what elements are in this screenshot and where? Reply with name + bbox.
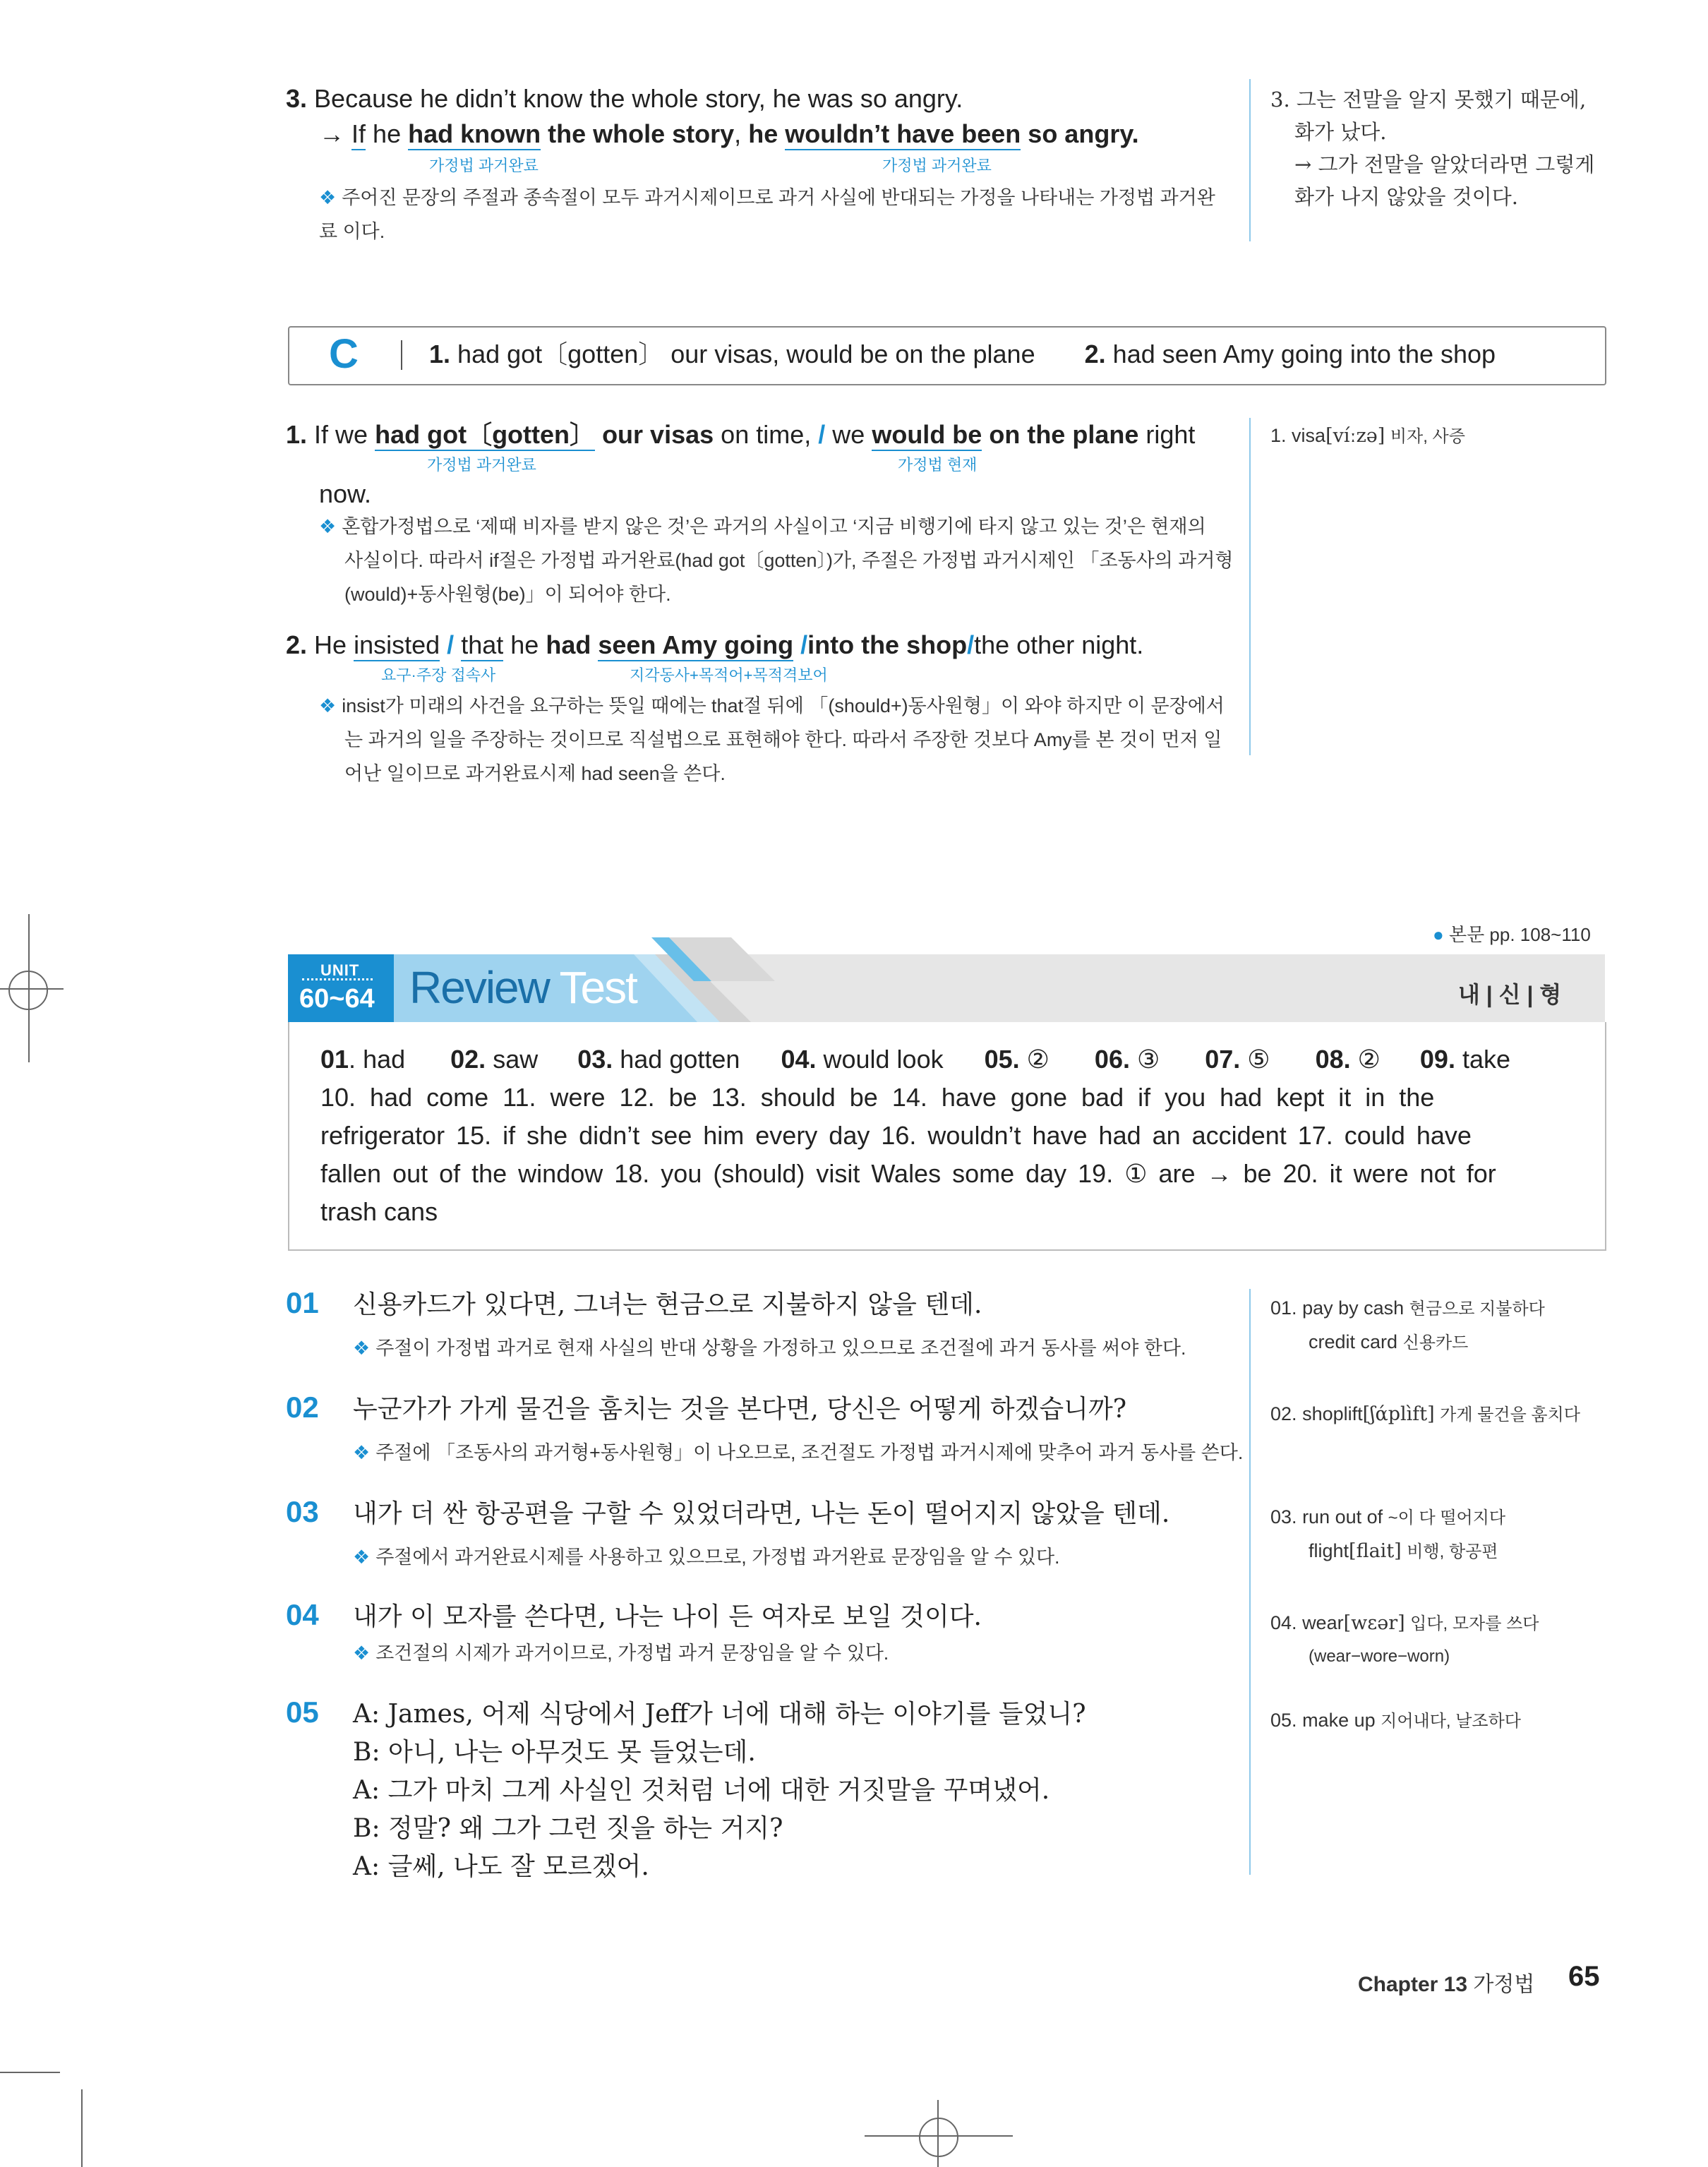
unit-dots xyxy=(302,978,373,980)
question-note: ❖ 주절이 가정법 과거로 현재 사실의 반대 상황을 가정하고 있으므로 조건절에 과거 동사를 써야 한다. xyxy=(353,1338,1186,1359)
review-title: Review Test xyxy=(409,962,637,1013)
review-answers-line-2: 10. had come 11. were 12. be 13. should be 14. have gone bad if you had kept it in the xyxy=(320,1083,1435,1112)
diamond-icon: ❖ xyxy=(353,1338,371,1359)
review-answers-line-1: 01. had 02. saw 03. had gotten 04. would look 05. ② 06. ③ 07. ⑤ 08. ② 09. take xyxy=(320,1045,1510,1074)
section-c-separator xyxy=(401,340,402,370)
page-reference: ● 본문 pp. 108~110 xyxy=(1433,924,1591,945)
c1-note: ❖ 혼합가정법으로 ‘제때 비자를 받지 않은 것’은 과거의 사실이고 ‘지금 비행기에 타지 않고 있는 것’은 현재의 사실이다. 따라서 if절은 가정법 과거완료(had got〔gotten〕)가, 주절은 가정법 과거시제인 「조동사의 과거형 (would)+동사원형(be)」이 되어야 한다. xyxy=(319,516,1234,605)
review-answers-line-4: fallen out of the window 18. you (should) visit Wales some day 19. ① are → be 20. it were not for xyxy=(320,1159,1496,1188)
c2-sentence: 2. He insisted / that he had seen Amy going /into the shop/the other night. xyxy=(286,627,1143,664)
question-text: 내가 이 모자를 쓴다면, 나는 나이 든 여자로 보일 것이다. xyxy=(353,1602,982,1631)
question-number: 02 xyxy=(286,1391,319,1424)
question-text: 누군가가 가게 물건을 훔치는 것을 본다면, 당신은 어떻게 하겠습니까? xyxy=(353,1395,1127,1424)
c2-gloss-2: 지각동사+목적어+목적격보어 xyxy=(630,666,828,684)
diamond-icon: ❖ xyxy=(353,1547,371,1568)
diamond-icon: ❖ xyxy=(353,1643,371,1664)
c1-gloss-2: 가정법 현재 xyxy=(898,456,978,474)
diamond-icon: ❖ xyxy=(353,1442,371,1463)
divider xyxy=(1249,1289,1251,1875)
question-text: 내가 더 싼 항공편을 구할 수 있었더라면, 나는 돈이 떨어지지 않았을 텐데. xyxy=(353,1499,1170,1528)
q3-gloss-1: 가정법 과거완료 xyxy=(429,157,539,174)
crop-mark xyxy=(81,2089,83,2167)
unit-label: UNIT xyxy=(320,961,360,979)
registration-circle xyxy=(8,971,48,1010)
dialogue: A: James, 어제 식당에서 Jeff가 너에 대해 하는 이야기를 들었니? B: 아니, 나는 아무것도 못 들었는데. A: 그가 마치 그게 사실인 것처럼 너에 대한 거짓말을 꾸며냈어. B: 정말? 왜 그가 그런 짓을 하는 거지? A: 글쎄, 나도 잘 모르겠어. xyxy=(353,1700,1086,1881)
question-number: 04 xyxy=(286,1598,319,1631)
c2-gloss-1: 요구·주장 접속사 xyxy=(381,666,496,684)
q3-sentence: 3. Because he didn’t know the whole story, he was so angry. xyxy=(286,84,963,113)
question-number: 01 xyxy=(286,1286,319,1319)
c1-sentence-cont: now. xyxy=(319,479,372,508)
q3-note: ❖ 주어진 문장의 주절과 종속절이 모두 과거시제이므로 과거 사실에 반대되는 가정을 나타내는 가정법 과거완료 이다. xyxy=(319,187,1215,242)
divider xyxy=(1249,418,1251,755)
bullet-icon: ● xyxy=(1433,924,1444,945)
registration-circle xyxy=(919,2118,958,2157)
question-note: ❖ 주절에 「조동사의 과거형+동사원형」이 나오므로, 조건절도 가정법 과거시제에 맞추어 과거 동사를 쓴다. xyxy=(353,1442,1244,1463)
q3-gloss-2: 가정법 과거완료 xyxy=(882,157,992,174)
diamond-icon: ❖ xyxy=(319,695,337,716)
footer-chapter: Chapter 13 가정법 xyxy=(1358,1973,1535,1996)
question-number: 03 xyxy=(286,1495,319,1528)
vocab-03: 03. run out of ~이 다 떨어지다 flight[flait] 비행, 항공편 xyxy=(1270,1506,1506,1562)
c1-gloss-1: 가정법 과거완료 xyxy=(427,456,536,474)
diamond-icon: ❖ xyxy=(319,516,337,537)
divider xyxy=(1249,79,1251,241)
section-c-answers: 1. had got〔gotten〕 our visas, would be on the plane 2. had seen Amy going into the shop xyxy=(429,340,1496,368)
c1-vocab: 1. visa[víːzə] 비자, 사증 xyxy=(1270,425,1465,447)
diamond-icon: ❖ xyxy=(319,187,337,208)
crop-mark xyxy=(0,2072,60,2073)
unit-range: 60~64 xyxy=(299,984,375,1014)
question-text: 신용카드가 있다면, 그녀는 현금으로 지불하지 않을 텐데. xyxy=(353,1290,982,1319)
section-c-letter: C xyxy=(329,331,359,377)
question-note: ❖ 주절에서 과거완료시제를 사용하고 있으므로, 가정법 과거완료 문장임을 알 수 있다. xyxy=(353,1547,1060,1568)
page-number: 65 xyxy=(1568,1961,1600,1992)
question-number: 05 xyxy=(286,1695,319,1729)
question-note: ❖ 조건절의 시제가 과거이므로, 가정법 과거 문장임을 알 수 있다. xyxy=(353,1643,889,1664)
c2-note: ❖ insist가 미래의 사건을 요구하는 뜻일 때에는 that절 뒤에 「(should+)동사원형」이 와야 하지만 이 문장에서 는 과거의 일을 주장하는 것이므로 직설법으로 표현해야 한다. 따라서 주장한 것보다 Amy를 본 것이 먼저 일 어난 일이므로 과거완료시제 had seen을 쓴다. xyxy=(319,695,1225,784)
vocab-01: 01. pay by cash 현금으로 지불하다 credit card 신용카드 xyxy=(1270,1297,1545,1352)
vocab-04: 04. wear[wɛər] 입다, 모자를 쓰다 (wear−wore−worn) xyxy=(1270,1612,1539,1666)
vocab-05: 05. make up 지어내다, 날조하다 xyxy=(1270,1710,1521,1731)
c1-sentence: 1. If we had got〔gotten〕 our visas on time, / we would be on the plane right xyxy=(286,416,1195,453)
q3-transform: → If he had known the whole story, he wouldn’t have been so angry. xyxy=(319,116,1139,152)
q3-side-translation: 3. 그는 전말을 알지 못했기 때문에, 화가 났다. → 그가 전말을 알았더라면 그렇게 화가 나지 않았을 것이다. xyxy=(1270,88,1595,209)
review-answers-line-3: refrigerator 15. if she didn’t see him every day 16. wouldn’t have had an accident 17. could have xyxy=(320,1121,1472,1150)
review-answers-line-5: trash cans xyxy=(320,1197,438,1226)
vocab-02: 02. shoplift[ʃάplìft] 가게 물건을 훔치다 xyxy=(1270,1403,1580,1425)
review-tags: 내 | 신 | 형 xyxy=(1458,982,1562,1007)
